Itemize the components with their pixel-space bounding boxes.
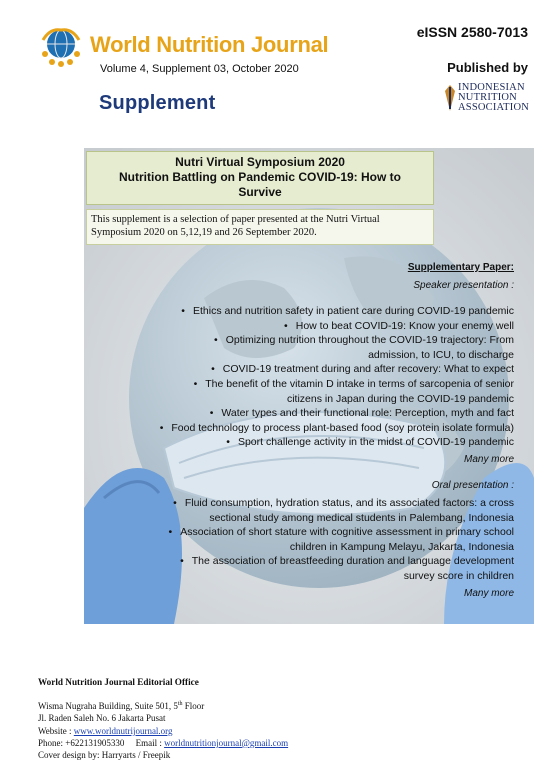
phone-text: Phone: +622131905330 <box>38 737 125 748</box>
list-item-continuation: survey score in children <box>403 569 514 582</box>
speaker-many-more: Many more <box>463 454 514 465</box>
speaker-presentation-list <box>114 304 514 450</box>
bullet-icon: • <box>168 526 173 539</box>
bullet-icon: • <box>226 436 230 449</box>
oral-presentation-label: Oral presentation : <box>431 480 514 491</box>
list-item-continuation: children in Kampung Melayu, Jakarta, Indonesia <box>289 540 514 553</box>
website-link[interactable]: www.worldnutrijournal.org <box>73 725 173 736</box>
list-item <box>114 435 514 450</box>
email-link[interactable]: worldnutritionjournal@gmail.com <box>164 737 289 748</box>
list-item-text: Optimizing nutrition throughout the COVID-19 trajectory: From <box>225 334 514 347</box>
bullet-icon: • <box>214 334 218 347</box>
speaker-presentation-label: Speaker presentation : <box>413 280 514 291</box>
list-item-text: The association of breastfeeding duration and language development <box>191 555 514 568</box>
bullet-icon: • <box>180 555 184 568</box>
list-item-text: How to beat COVID-19: Know your enemy well <box>295 319 514 332</box>
list-item <box>114 406 514 421</box>
issue-line: Volume 4, Supplement 03, October 2020 <box>100 63 299 75</box>
eissn-label: eISSN 2580-7013 <box>416 24 528 40</box>
list-item <box>114 362 514 377</box>
list-item-continuation: citizens in Japan during the COVID-19 pandemic <box>286 392 514 405</box>
list-item <box>114 525 514 540</box>
editorial-office-title: World Nutrition Journal Editorial Office <box>38 677 199 687</box>
list-item-text: Fluid consumption, hydration status, and its associated factors: a cross <box>184 497 514 509</box>
email-label: Email : <box>135 737 165 748</box>
list-item-continuation: sectional study among medical students in Palembang, Indonesia <box>209 511 514 524</box>
list-item-text: Sport challenge activity in the midst of COVID-19 pandemic <box>237 436 514 449</box>
supplement-heading: Supplement <box>99 92 216 114</box>
symposium-title-line: Nutri Virtual Symposium 2020 <box>175 155 345 169</box>
symposium-title-line: Nutrition Battling on Pandemic COVID-19: How to <box>119 170 401 184</box>
list-item <box>114 319 514 334</box>
association-mark-icon <box>444 85 456 111</box>
supplementary-paper-label: Supplementary Paper: <box>407 262 514 273</box>
globe-logo-icon <box>40 24 82 68</box>
published-by-label: Published by <box>447 60 528 75</box>
association-line: INDONESIAN <box>458 82 525 93</box>
list-item-text: Ethics and nutrition safety in patient care during COVID-19 pandemic <box>192 305 514 317</box>
list-item <box>114 421 514 436</box>
address-text: Floor <box>182 701 205 712</box>
association-line: ASSOCIATION <box>458 102 530 113</box>
editorial-office-footer <box>38 676 508 761</box>
list-item-text: Association of short stature with cognitive assessment in primary school <box>180 526 514 539</box>
association-name <box>458 83 529 113</box>
list-item <box>114 333 514 348</box>
address-line-1 <box>38 698 508 712</box>
list-item-continuation: admission, to ICU, to discharge <box>368 348 514 361</box>
cover-design-credit: Cover design by: Harryarts / Freepik <box>38 750 171 761</box>
bullet-icon: • <box>284 319 288 332</box>
website-line <box>38 725 508 737</box>
oral-many-more: Many more <box>463 588 514 599</box>
association-line: NUTRITION <box>458 92 517 103</box>
floor-superscript: th <box>177 701 183 708</box>
list-item-text: Food technology to process plant-based food (soy protein isolate formula) <box>171 421 514 434</box>
bullet-icon: • <box>159 421 164 434</box>
list-item <box>114 496 514 511</box>
list-item <box>114 304 514 319</box>
address-line-2: Jl. Raden Saleh No. 6 Jakarta Pusat <box>38 713 166 724</box>
website-label: Website : <box>38 725 74 736</box>
contact-line <box>38 737 508 749</box>
intro-text: This supplement is a selection of paper presented at the Nutri Virtual Symposium 2020 on 5,12,19 and 26 September 2020. <box>86 209 434 245</box>
list-item-text: The benefit of the vitamin D intake in terms of sarcopenia of senior <box>205 377 514 390</box>
list-item <box>114 377 514 392</box>
symposium-title-line: Survive <box>238 185 282 199</box>
bullet-icon: • <box>209 407 214 420</box>
symposium-title-box <box>86 151 434 205</box>
list-item <box>114 554 514 569</box>
list-item-text: Water types and their functional role: Perception, myth and fact <box>221 407 514 420</box>
association-logo <box>444 83 536 117</box>
address-text: Wisma Nugraha Building, Suite 501, 5 <box>38 701 178 712</box>
bullet-icon: • <box>211 363 215 376</box>
bullet-icon: • <box>181 305 185 317</box>
journal-title: World Nutrition Journal <box>90 32 329 57</box>
bullet-icon: • <box>173 497 177 509</box>
oral-presentation-list <box>114 496 514 584</box>
bullet-icon: • <box>193 377 198 390</box>
list-item-text: COVID-19 treatment during and after recovery: What to expect <box>222 363 514 376</box>
